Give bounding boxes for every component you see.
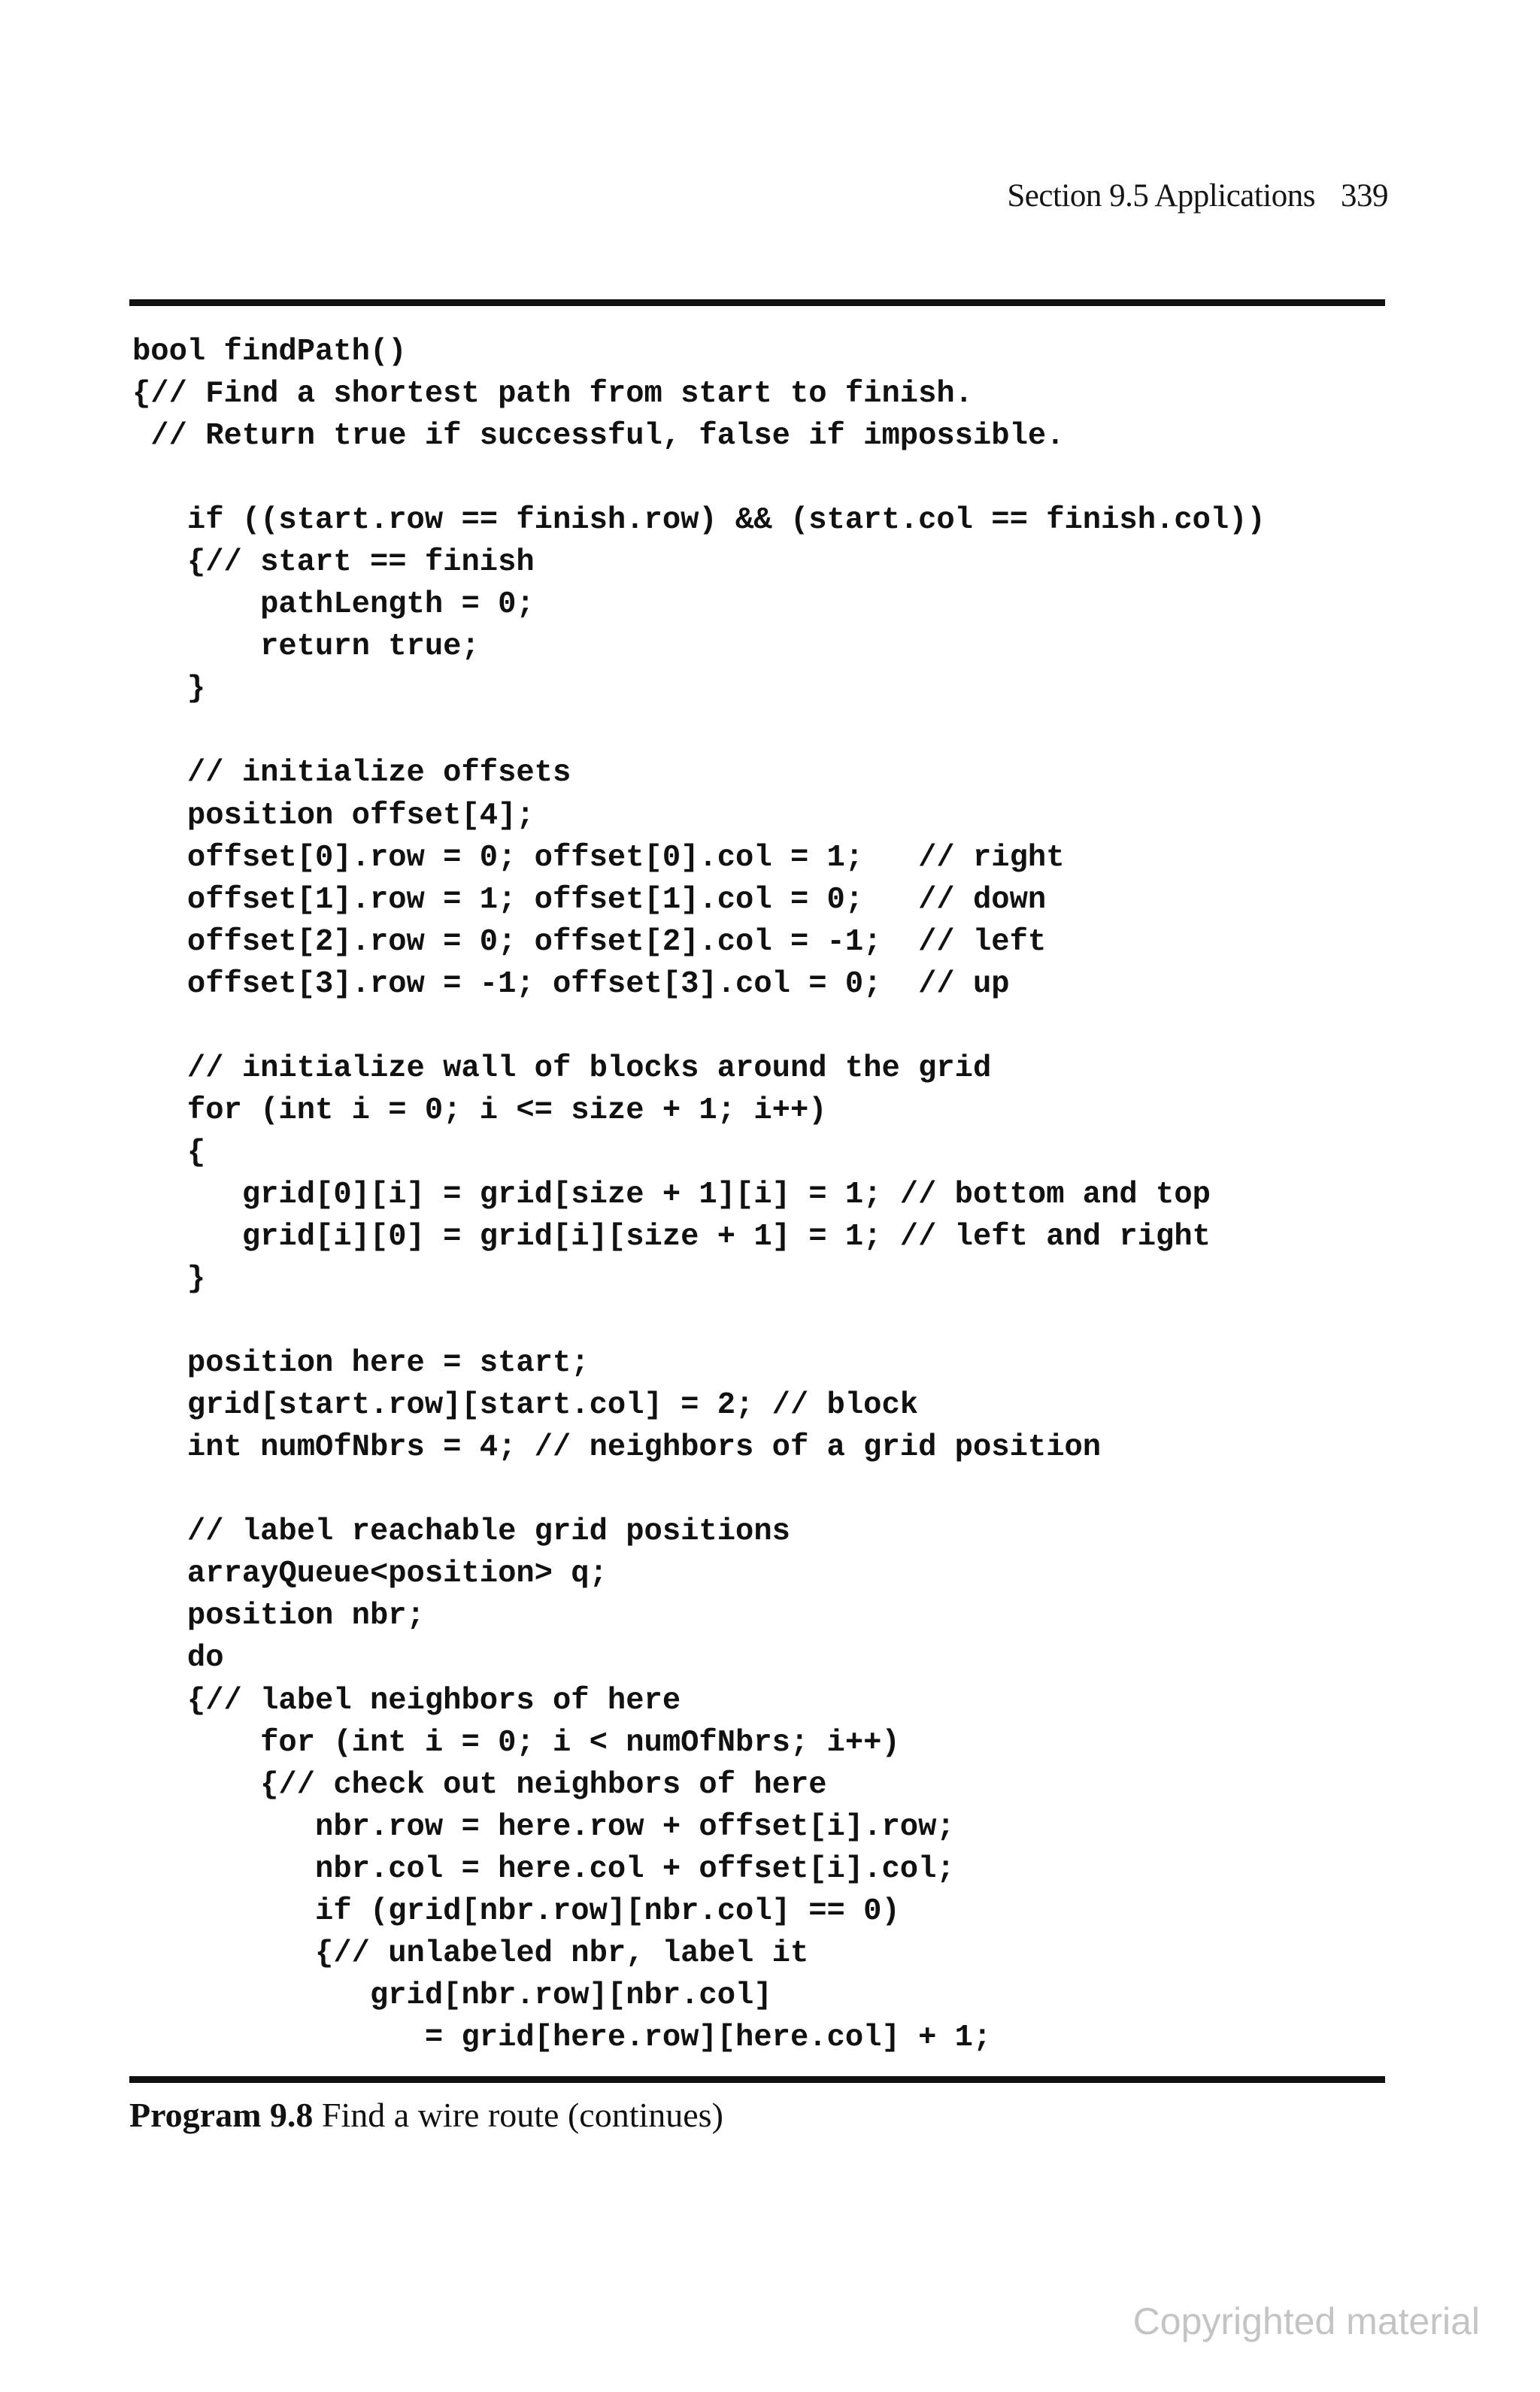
- code-line: grid[0][i] = grid[size + 1][i] = 1; // bottom and top: [132, 1177, 1211, 1212]
- code-line: int numOfNbrs = 4; // neighbors of a grid position: [132, 1430, 1102, 1466]
- code-line: position nbr;: [132, 1599, 425, 1634]
- code-line: [132, 457, 1266, 499]
- code-line: {: [132, 1135, 206, 1170]
- top-rule: [129, 299, 1385, 306]
- code-line: arrayQueue<position> q;: [132, 1557, 608, 1592]
- code-line: [132, 1005, 1266, 1047]
- code-listing: [132, 331, 1266, 2059]
- code-line: if (grid[nbr.row][nbr.col] == 0): [132, 1893, 900, 1929]
- code-line: {// label neighbors of here: [132, 1683, 681, 1718]
- code-line: [132, 1469, 1266, 1511]
- code-line: nbr.row = here.row + offset[i].row;: [132, 1809, 955, 1845]
- code-line: // initialize offsets: [132, 756, 571, 791]
- code-line: // Return true if successful, false if impossible.: [132, 419, 1065, 454]
- code-line: [132, 710, 1266, 752]
- code-line: offset[2].row = 0; offset[2].col = -1; // left: [132, 924, 1047, 960]
- code-line: = grid[here.row][here.col] + 1;: [132, 2020, 992, 2055]
- code-line: position here = start;: [132, 1346, 590, 1381]
- code-line: grid[nbr.row][nbr.col]: [132, 1978, 772, 2013]
- code-line: for (int i = 0; i <= size + 1; i++): [132, 1093, 827, 1128]
- section-title: Section 9.5 Applications: [1007, 178, 1315, 214]
- running-header: [1007, 177, 1388, 214]
- code-line: // initialize wall of blocks around the grid: [132, 1050, 992, 1086]
- code-line: grid[i][0] = grid[i][size + 1] = 1; // left and right: [132, 1219, 1211, 1254]
- code-line: bool findPath(): [132, 335, 407, 369]
- code-line: grid[start.row][start.col] = 2; // block: [132, 1388, 919, 1423]
- code-line: {// Find a shortest path from start to finish.: [132, 377, 973, 412]
- code-line: position offset[4];: [132, 798, 535, 833]
- bottom-rule: [129, 2076, 1385, 2083]
- code-line: offset[0].row = 0; offset[0].col = 1; // right: [132, 840, 1065, 875]
- code-line: // label reachable grid positions: [132, 1514, 790, 1550]
- code-line: pathLength = 0;: [132, 587, 535, 623]
- program-caption: [129, 2095, 723, 2135]
- code-line: {// start == finish: [132, 545, 535, 581]
- caption-text: Find a wire route (continues): [321, 2096, 723, 2134]
- code-line: nbr.col = here.col + offset[i].col;: [132, 1851, 955, 1887]
- code-line: for (int i = 0; i < numOfNbrs; i++): [132, 1725, 900, 1760]
- code-line: }: [132, 672, 206, 707]
- code-line: offset[3].row = -1; offset[3].col = 0; // up: [132, 966, 1010, 1002]
- code-line: {// unlabeled nbr, label it: [132, 1936, 809, 1971]
- code-line: return true;: [132, 629, 480, 665]
- copyright-watermark: Copyrighted material: [1132, 2300, 1480, 2342]
- code-line: if ((start.row == finish.row) && (start.col == finish.col)): [132, 503, 1266, 538]
- code-line: {// check out neighbors of here: [132, 1767, 827, 1802]
- caption-label: Program 9.8: [129, 2096, 314, 2134]
- page-number: 339: [1341, 178, 1388, 214]
- code-line: do: [132, 1641, 224, 1676]
- code-line: }: [132, 1262, 206, 1297]
- code-line: [132, 1300, 1266, 1342]
- code-line: offset[1].row = 1; offset[1].col = 0; // down: [132, 882, 1047, 917]
